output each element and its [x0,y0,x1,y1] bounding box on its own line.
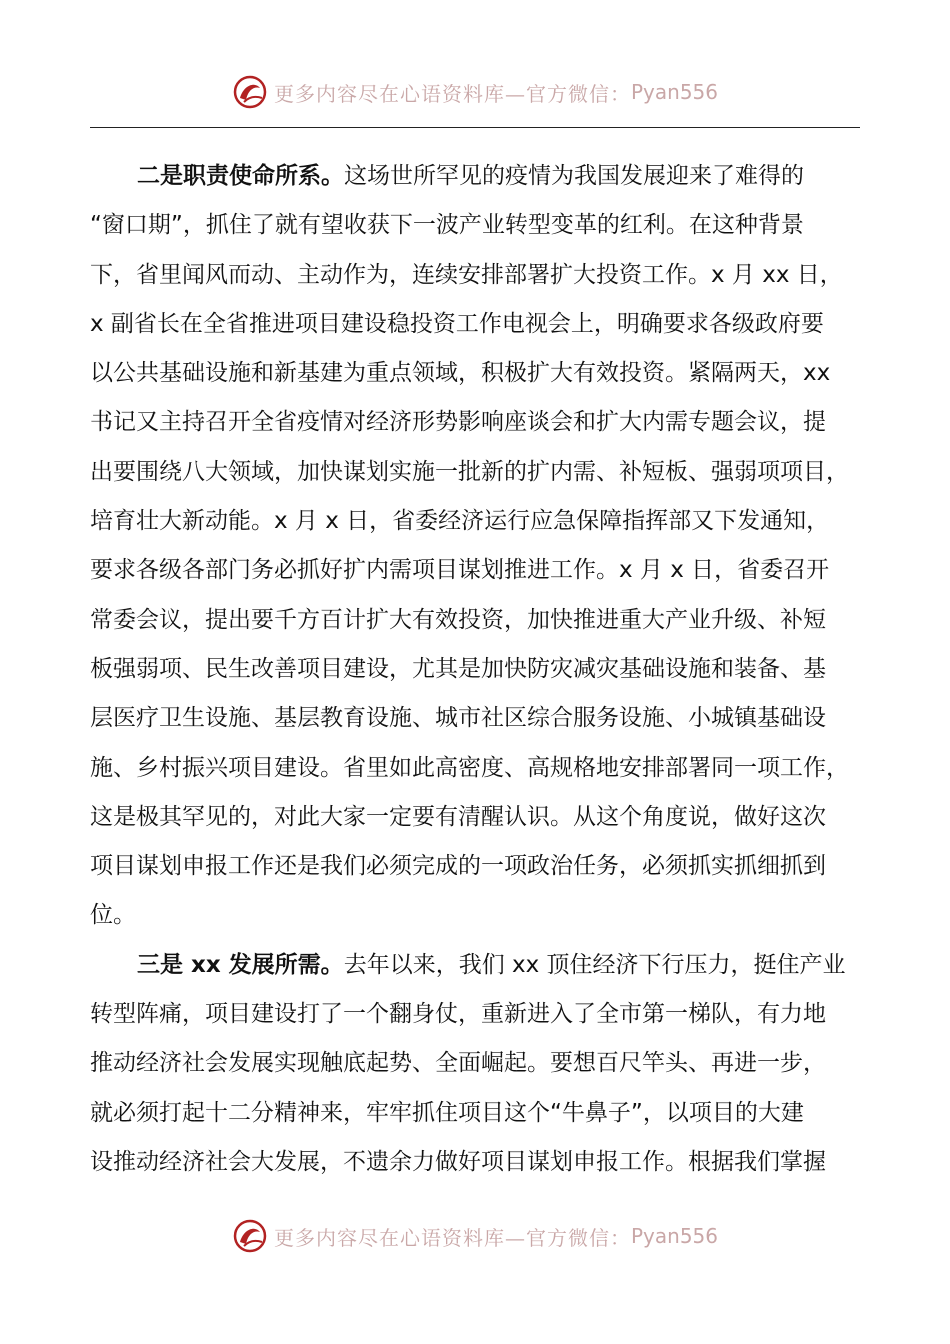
paragraph-line: 书记又主持召开全省疫情对经济形势影响座谈会和扩大内需专题会议，提 [90,409,826,436]
paragraph-line: 就必须打起十二分精神来，牢牢抓住项目这个“牛鼻子”，以项目的大建 [90,1099,804,1126]
paragraph-line: 以公共基础设施和新基建为重点领域，积极扩大有效投资。紧隔两天，xx [90,360,831,387]
paragraph-line: 要求各级各部门务必抓好扩内需项目谋划推进工作。x 月 x 日，省委召开 [90,557,830,584]
paragraph-line: 推动经济社会发展实现触底起势、全面崛起。要想百尺竿头、再进一步， [90,1050,826,1077]
paragraph-line: 二是职责使命所系。这场世所罕见的疫情为我国发展迎来了难得的 [137,163,804,189]
paragraph-line: x 副省长在全省推进项目建设稳投资工作电视会上，明确要求各级政府要 [90,310,824,337]
paragraph-line: 施、乡村振兴项目建设。省里如此高密度、高规格地安排部署同一项工作， [90,754,849,781]
header-divider [90,127,860,128]
paragraph-line: 这是极其罕见的，对此大家一定要有清醒认识。从这个角度说，做好这次 [90,803,826,830]
footer-banner [0,1216,950,1256]
header-banner-id: Pyan556 [630,80,718,104]
paragraph-heading: 三是 xx 发展所需。 [137,951,344,978]
paragraph-heading: 二是职责使命所系。 [137,163,344,189]
paragraph-line: 设推动经济社会大发展，不遗余力做好项目谋划申报工作。根据我们掌握 [90,1148,826,1175]
swirl-logo-icon [232,1218,268,1254]
paragraph-line: 三是 xx 发展所需。去年以来，我们 xx 顶住经济下行压力，挺住产业 [137,951,846,978]
paragraph-line: 项目谋划申报工作还是我们必须完成的一项政治任务，必须抓实抓细抓到 [90,853,826,880]
header-banner [0,72,950,112]
footer-banner-text: 更多内容尽在心语资料库—官方微信： [273,1225,631,1250]
paragraph-line: “窗口期”，抓住了就有望收获下一波产业转型变革的红利。在这种背景 [90,212,804,239]
paragraph-line: 位。 [90,902,136,929]
swirl-logo-icon [232,74,268,110]
paragraph-line: 出要围绕八大领域，加快谋划实施一批新的扩内需、补短板、强弱项项目， [90,458,849,485]
footer-banner-id: Pyan556 [630,1224,718,1248]
paragraph-line: 常委会议，提出要千方百计扩大有效投资，加快推进重大产业升级、补短 [90,606,826,633]
paragraph-line: 板强弱项、民生改善项目建设，尤其是加快防灾减灾基础设施和装备、基 [90,655,826,682]
header-banner-text: 更多内容尽在心语资料库—官方微信： [273,81,631,106]
paragraph-line: 培育壮大新动能。x 月 x 日，省委经济运行应急保障指挥部又下发通知， [90,508,830,535]
paragraph-line: 转型阵痛，项目建设打了一个翻身仗，重新进入了全市第一梯队，有力地 [90,1001,826,1028]
paragraph-line: 下，省里闻风而动、主动作为，连续安排部署扩大投资工作。x 月 xx 日， [90,261,843,288]
paragraph-line: 层医疗卫生设施、基层教育设施、城市社区综合服务设施、小城镇基础设 [90,705,826,732]
document-body [90,152,865,1187]
